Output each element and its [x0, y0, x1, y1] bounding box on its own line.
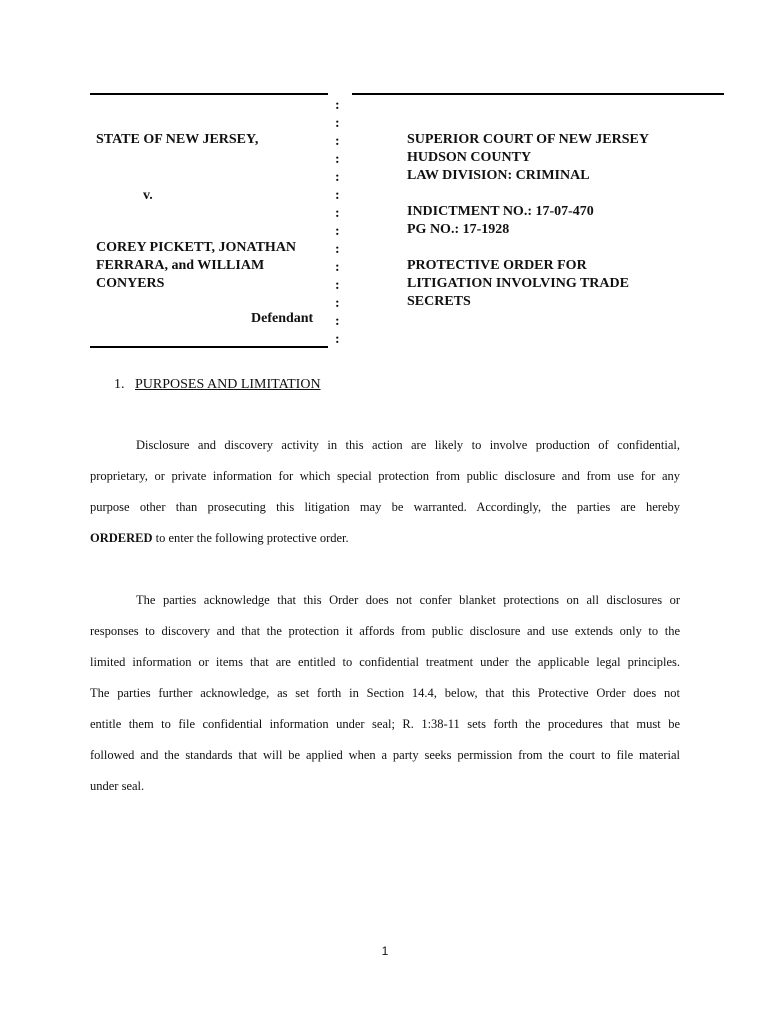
caption-colon: :	[335, 278, 340, 293]
ordered-emphasis: ORDERED	[90, 531, 153, 545]
paragraph-line: limited information or items that are entitled to confidential treatment under the applicable legal principles.	[90, 655, 680, 669]
caption-colon: :	[335, 260, 340, 275]
order-title-line: LITIGATION INVOLVING TRADE	[407, 276, 629, 291]
caption-bottom-rule	[90, 346, 328, 348]
caption-colon: :	[335, 134, 340, 149]
caption-colon: :	[335, 242, 340, 257]
court-line: HUDSON COUNTY	[407, 150, 532, 165]
section-number: 1.	[114, 377, 125, 392]
paragraph-acknowledgement	[90, 585, 680, 802]
caption-top-rule-right	[352, 93, 724, 95]
caption-top-rule-left	[90, 93, 328, 95]
paragraph-line: The parties acknowledge that this Order does not confer blanket protections on all disclosures or	[136, 593, 680, 607]
pg-number: PG NO.: 17-1928	[407, 222, 510, 237]
caption-colon: :	[335, 206, 340, 221]
caption-colon: :	[335, 332, 340, 347]
defendants-line: CONYERS	[96, 276, 165, 291]
paragraph-line: The parties further acknowledge, as set forth in Section 14.4, below, that this Protective Order does not	[90, 686, 680, 700]
section-title: PURPOSES AND LIMITATION	[135, 377, 321, 392]
paragraph-line: proprietary, or private information for which special protection from public disclosure and from use for any	[90, 469, 680, 483]
versus-label: v.	[143, 188, 153, 203]
paragraph-line: under seal.	[90, 779, 145, 793]
defendants-names	[96, 239, 296, 293]
defendants-line: COREY PICKETT, JONATHAN	[96, 240, 297, 255]
caption-colon: :	[335, 224, 340, 239]
paragraph-purposes	[90, 430, 680, 554]
caption-colon: :	[335, 98, 340, 113]
plaintiff-name: STATE OF NEW JERSEY,	[96, 132, 259, 147]
paragraph-line	[90, 523, 680, 554]
caption-colon: :	[335, 296, 340, 311]
case-numbers	[407, 203, 594, 239]
caption-colon: :	[335, 116, 340, 131]
defendants-line: FERRARA, and WILLIAM	[96, 258, 265, 273]
court-name	[407, 131, 649, 185]
court-line: SUPERIOR COURT OF NEW JERSEY	[407, 132, 649, 147]
paragraph-line: responses to discovery and that the protection it affords from public disclosure and use extends only to the	[90, 624, 680, 638]
page-number: 1	[381, 944, 389, 958]
caption-colon: :	[335, 170, 340, 185]
paragraph-line: entitle them to file confidential information under seal; R. 1:38-11 sets forth the procedures that must be	[90, 717, 680, 731]
paragraph-line: purpose other than prosecuting this litigation may be warranted. Accordingly, the parties are hereby	[90, 500, 680, 514]
paragraph-line: followed and the standards that will be applied when a party seeks permission from the court to file material	[90, 748, 680, 762]
indictment-number: INDICTMENT NO.: 17-07-470	[407, 204, 594, 219]
order-title	[407, 257, 629, 311]
section-heading	[114, 377, 321, 393]
order-title-line: PROTECTIVE ORDER FOR	[407, 258, 587, 273]
defendant-label: Defendant	[251, 311, 314, 326]
court-line: LAW DIVISION: CRIMINAL	[407, 168, 590, 183]
caption-colon: :	[335, 188, 340, 203]
order-title-line: SECRETS	[407, 294, 471, 309]
paragraph-line-rest: to enter the following protective order.	[152, 531, 349, 545]
caption-colon: :	[335, 314, 340, 329]
paragraph-line: Disclosure and discovery activity in this action are likely to involve production of confidential,	[136, 438, 680, 452]
caption-colon: :	[335, 152, 340, 167]
